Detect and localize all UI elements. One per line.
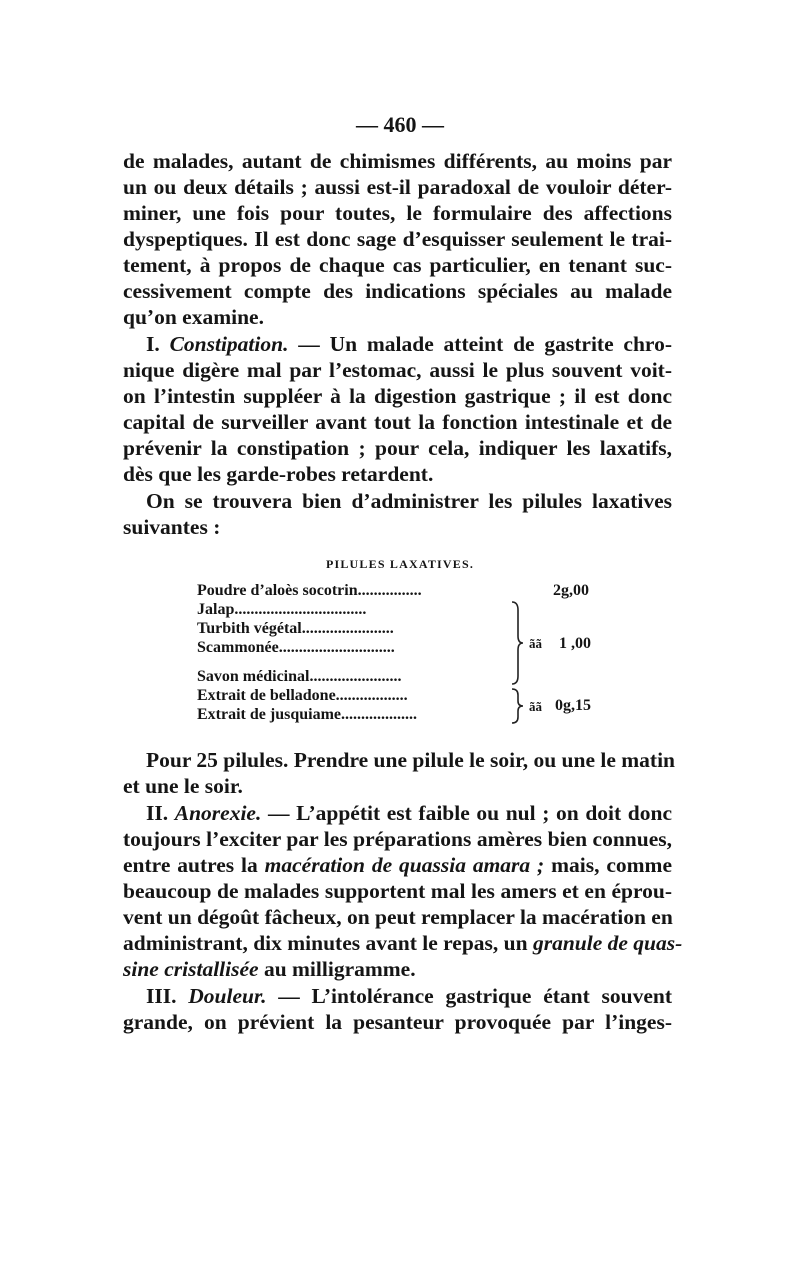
italic-term: sine cristallisée — [123, 957, 259, 981]
text-span: mais, comme — [544, 853, 673, 877]
text-line: prévenir la constipation ; pour cela, indiquer les laxatifs, — [123, 436, 672, 460]
text-line: Pour 25 pilules. Prendre une pilule le soir, ou une le matin — [146, 748, 675, 772]
text-line: dyspeptiques. Il est donc sage d’esquisser seulement le trai- — [123, 227, 672, 251]
section-number: I. — [146, 332, 160, 356]
dose-aloes: 2g,00 — [553, 582, 589, 599]
text-line: dès que les garde-robes retardent. — [123, 462, 434, 486]
section-constipation-first-line — [146, 331, 672, 357]
text-line — [123, 956, 672, 982]
text-line: on l’intestin suppléer à la digestion gastrique ; il est donc — [123, 384, 672, 408]
italic-term: macération de quassia amara ; — [264, 853, 545, 877]
section-number: III. — [146, 984, 177, 1008]
ingredient-name: Jalap................................. — [197, 601, 367, 618]
text-span: administrant, dix minutes avant le repas, un — [123, 931, 533, 955]
text-line — [123, 852, 672, 878]
page-number: — 460 — — [356, 112, 444, 137]
text-line: nique digère mal par l’estomac, aussi le plus souvent voit- — [123, 358, 672, 382]
text-line: et une le soir. — [123, 774, 243, 798]
text-line: tement, à propos de chaque cas particulier, en tenant suc- — [123, 253, 672, 277]
text-line: beaucoup de malades supportent mal les amers et en éprou- — [123, 879, 672, 903]
ingredient-line — [197, 706, 503, 729]
text-line: grande, on prévient la pesanteur provoquée par l’inges- — [123, 1010, 672, 1034]
ingredient-name: Extrait de jusquiame................... — [197, 706, 417, 723]
text-line: cessivement compte des indications spéciales au malade — [123, 279, 672, 303]
text-span: — Un malade atteint de gastrite chro- — [288, 332, 672, 356]
section-title: Douleur. — [188, 984, 267, 1008]
italic-term: granule de quas- — [532, 931, 683, 955]
brace-icon — [510, 687, 524, 725]
section-number: II. — [146, 801, 169, 825]
ingredient-name: Turbith végétal....................... — [197, 620, 394, 637]
text-line: vent un dégoût fâcheux, on peut remplacer la macération en — [123, 905, 673, 929]
text-line: toujours l’exciter par les préparations amères bien connues, — [123, 827, 672, 851]
text-line: un ou deux détails ; aussi est-il paradoxal de vouloir déter- — [123, 175, 672, 199]
dose-prefix: ãã — [529, 699, 542, 714]
text-line: suivantes : — [123, 515, 221, 539]
text-span: — L’intolérance gastrique étant souvent — [266, 984, 672, 1008]
text-line: capital de surveiller avant tout la fonction intestinale et de — [123, 410, 672, 434]
ingredient-line — [197, 639, 503, 662]
section-anorexie-first-line — [146, 800, 672, 826]
ingredient-name: Extrait de belladone.................. — [197, 687, 408, 704]
ingredient-name: Savon médicinal....................... — [197, 668, 402, 685]
brace-icon — [510, 600, 524, 686]
dose-group2: 0g,15 — [555, 697, 591, 714]
text-line: qu’on examine. — [123, 305, 264, 329]
text-line — [123, 930, 683, 956]
text-line: On se trouvera bien d’administrer les pilules laxatives — [146, 489, 672, 513]
text-line: miner, une fois pour toutes, le formulaire des affections — [123, 201, 672, 225]
text-span: au milligramme. — [258, 957, 416, 981]
section-title: Anorexie. — [174, 801, 262, 825]
section-douleur-first-line — [146, 983, 672, 1009]
ingredient-name: Scammonée............................. — [197, 639, 395, 656]
text-line: de malades, autant de chimismes différents, au moins par — [123, 149, 672, 173]
text-span: entre autres la — [123, 853, 265, 877]
section-title: Constipation. — [169, 332, 289, 356]
text-span: — L’appétit est faible ou nul ; on doit donc — [261, 801, 672, 825]
dose-prefix: ãã — [529, 636, 542, 651]
prescription-heading: PILULES LAXATIVES. — [325, 557, 475, 571]
ingredient-name: Poudre d’aloès socotrin................ — [197, 582, 422, 599]
dose-group1: 1 ,00 — [559, 635, 591, 652]
